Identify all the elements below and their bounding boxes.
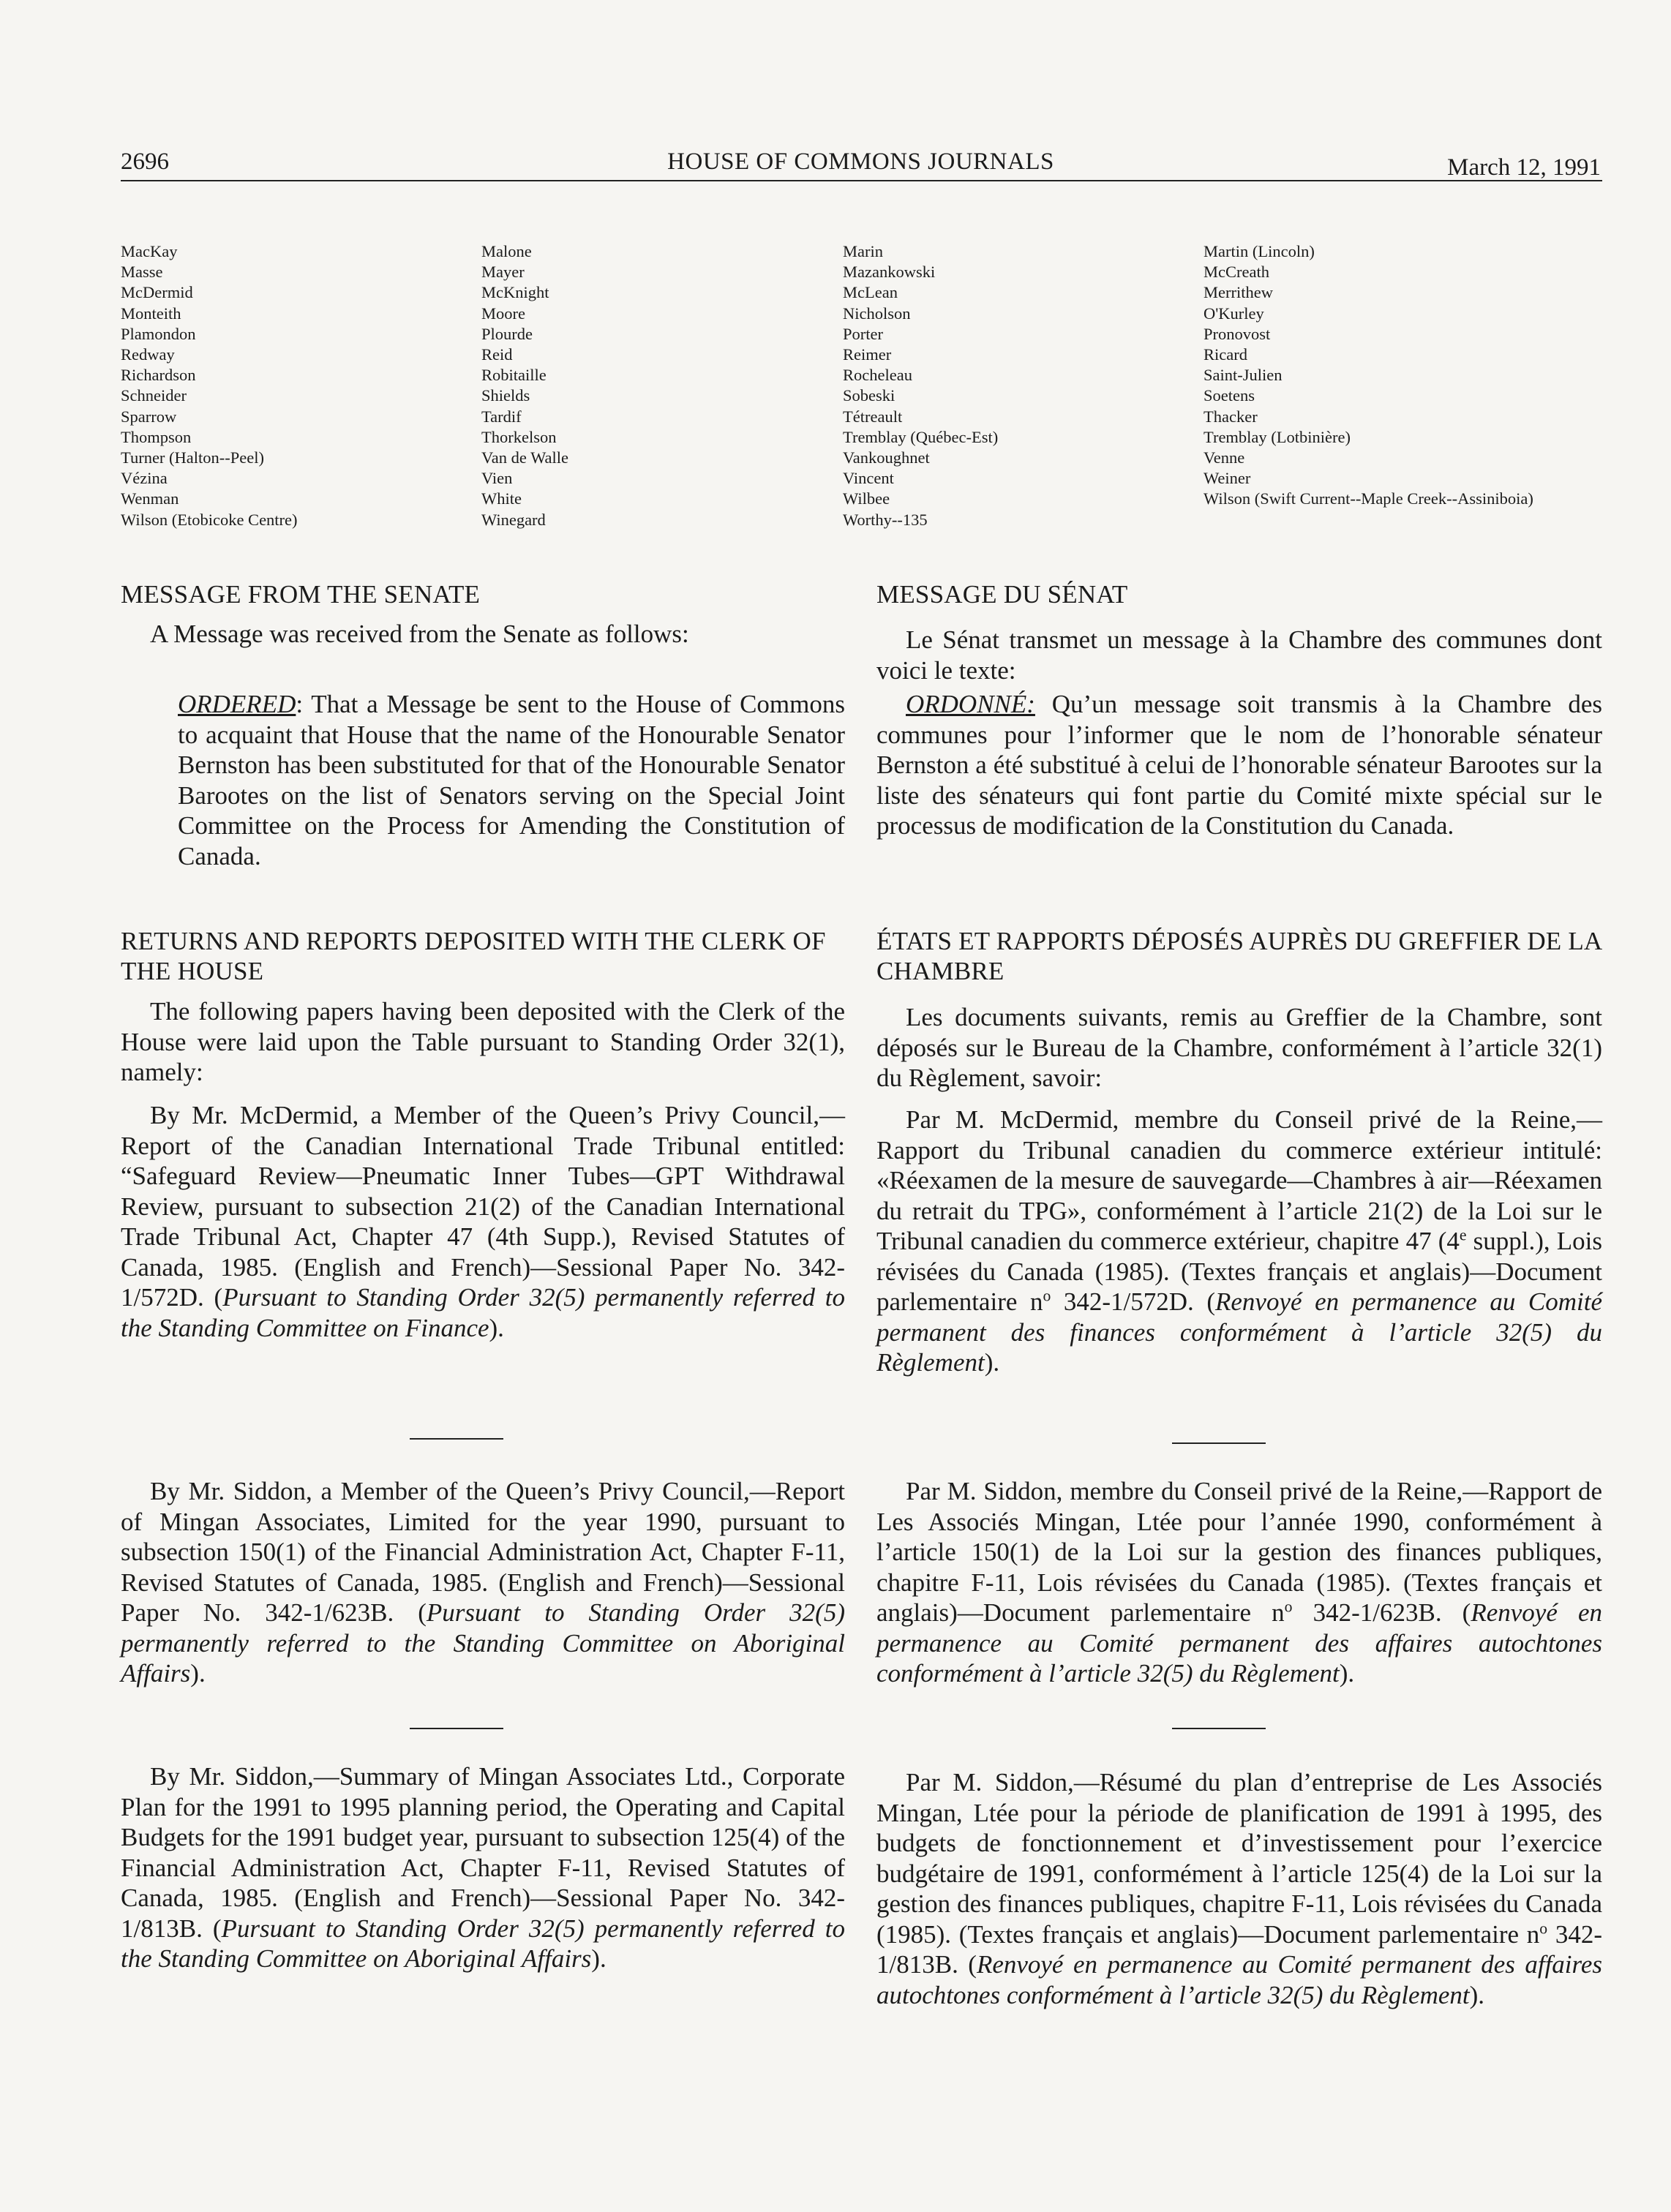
- vote-name: Sobeski: [843, 386, 895, 405]
- paper-item-3-text-fr-b: 342-1/813B. (: [876, 1919, 1603, 1979]
- paper-item-3-en: [121, 1761, 845, 1974]
- paper-item-1-en: [121, 1100, 845, 1343]
- vote-name: Schneider: [121, 386, 187, 405]
- superscript: e: [1459, 1226, 1467, 1244]
- vote-name: Masse: [121, 263, 163, 282]
- header-rule: [121, 180, 1602, 181]
- paper-item-3-end-en: ).: [591, 1944, 607, 1973]
- vote-name: Tremblay (Lotbinière): [1204, 427, 1351, 446]
- paper-item-2-end-fr: ).: [1339, 1659, 1355, 1688]
- vote-name: McCreath: [1204, 263, 1269, 282]
- vote-name: Vincent: [843, 469, 894, 488]
- paper-item-2-fr: [876, 1476, 1602, 1689]
- vote-name: Redway: [121, 345, 175, 364]
- vote-name: Porter: [843, 324, 883, 343]
- paper-item-2-end-en: ).: [190, 1659, 206, 1688]
- vote-name: Vézina: [121, 469, 168, 488]
- vote-name: Tétreault: [843, 407, 903, 426]
- paper-item-3-fr: [876, 1767, 1602, 2010]
- journal-title: HOUSE OF COMMONS JOURNALS: [667, 148, 1054, 175]
- paper-item-3-end-fr: ).: [1469, 1980, 1485, 2009]
- paper-item-3-text-fr: Par M. Siddon,—Résumé du plan d’entreprise de Les Associés Mingan, Ltée pour la période de planification de 1991 à 1995, des budgets de fonctionnement et d’investissement pour l’exercice budgétaire de 1991, conformément à l’article 125(4) de la Loi sur la gestion des finances publiques, chapitre F-11, Lois révisées du Canada (1985). (Textes français et anglais)—Document parlementaire n: [876, 1768, 1602, 1949]
- vote-names-column-4: [1204, 241, 1533, 510]
- paper-item-1-text-fr-b: suppl.), Lois révisées du Canada (1985). (Textes français et anglais)—Document parlementaire n: [876, 1227, 1602, 1316]
- vote-name: Worthy--135: [843, 510, 928, 529]
- paper-item-2-ref-en: Pursuant to Standing Order 32(5) permanently referred to the Standing Committee on Aboriginal Affairs: [121, 1598, 845, 1688]
- vote-name: Plourde: [481, 324, 533, 343]
- vote-name: Soetens: [1204, 386, 1255, 405]
- paper-item-2-ref-fr: Renvoyé en permanence au Comité permanent des affaires autochtones conformément à l’article 32(5) du Règlement: [876, 1598, 1602, 1688]
- vote-name: Shields: [481, 386, 530, 405]
- superscript: o: [1539, 1919, 1548, 1937]
- paper-item-1-text-fr-c: 342-1/572D. (: [1051, 1287, 1216, 1316]
- separator-rule: [410, 1438, 503, 1440]
- separator-rule: [1172, 1728, 1266, 1729]
- paper-item-1-text-fr: Par M. McDermid, membre du Conseil privé de la Reine,—Rapport du Tribunal canadien du commerce extérieur intitulé: «Réexamen de la mesure de sauvegarde—Chambres à air—Réexamen du retrait du TPG», conformément à l’article 21(2) de la Loi sur le Tribunal canadien du commerce extérieur, chapitre 47 (4: [876, 1105, 1602, 1255]
- vote-name: McDermid: [121, 283, 193, 302]
- separator-rule: [410, 1728, 503, 1729]
- vote-name: MacKay: [121, 242, 178, 260]
- vote-name: Vien: [481, 469, 513, 488]
- vote-name: Reid: [481, 345, 513, 364]
- returns-intro-text-fr: Les documents suivants, remis au Greffier de la Chambre, sont déposés sur le Bureau de la Chambre, conformément à l’article 32(1) du Règlement, savoir:: [876, 1003, 1602, 1092]
- paper-item-1-text-en: By Mr. McDermid, a Member of the Queen’s Privy Council,—Report of the Canadian International Trade Tribunal entitled: “Safeguard Review—Pneumatic Inner Tubes—GPT Withdrawal Review, pursuant to subsection 21(2) of the Canadian International Trade Tribunal Act, Chapter 47 (4th Supp.), Revised Statutes of Canada, 1985. (English and French)—Sessional Paper No. 342-1/572D. (: [121, 1101, 845, 1312]
- vote-name: Wenman: [121, 489, 179, 508]
- running-header: [121, 148, 1601, 184]
- paper-item-1-ref-en: Pursuant to Standing Order 32(5) permanently referred to the Standing Committee on Finance: [121, 1283, 845, 1342]
- paper-item-3-text-en: By Mr. Siddon,—Summary of Mingan Associates Ltd., Corporate Plan for the 1991 to 1995 planning period, the Operating and Capital Budgets for the 1991 budget year, pursuant to subsection 125(4) of the Financial Administration Act, Chapter F-11, Revised Statutes of Canada, 1985. (English and French)—Sessional Paper No. 342-1/813B. (: [121, 1762, 845, 1943]
- vote-name: O'Kurley: [1204, 304, 1264, 323]
- returns-intro-text-en: The following papers having been deposited with the Clerk of the House were laid upon the Table pursuant to Standing Order 32(1), namely:: [121, 997, 845, 1086]
- vote-name: Robitaille: [481, 366, 547, 385]
- paper-item-3-ref-en: Pursuant to Standing Order 32(5) permanently referred to the Standing Committee on Aboriginal Affairs: [121, 1914, 845, 1973]
- paper-item-2-text-fr-b: 342-1/623B. (: [1292, 1598, 1471, 1627]
- paper-item-2-text-en: By Mr. Siddon, a Member of the Queen’s Privy Council,—Report of Mingan Associates, Limited for the year 1990, pursuant to subsection 150(1) of the Financial Administration Act, Chapter F-11, Revised Statutes of Canada, 1985. (English and French)—Sessional Paper No. 342-1/623B. (: [121, 1477, 845, 1627]
- vote-name: Thacker: [1204, 407, 1258, 426]
- vote-name: Wilbee: [843, 489, 890, 508]
- paper-item-1-ref-fr: Renvoyé en permanence au Comité permanent des finances conformément à l’article 32(5) du Règlement: [876, 1287, 1602, 1377]
- vote-name: Weiner: [1204, 469, 1251, 488]
- vote-name: Nicholson: [843, 304, 911, 323]
- vote-name: Richardson: [121, 366, 196, 385]
- vote-name: Plamondon: [121, 324, 196, 343]
- paper-item-2-en: [121, 1476, 845, 1689]
- vote-name: Vankoughnet: [843, 448, 930, 467]
- vote-name: Pronovost: [1204, 324, 1271, 343]
- ordered-text-fr: Qu’un message soit transmis à la Chambre des communes pour l’informer que le nom de l’honorable sénateur Bernston a été substitué à celui de l’honorable sénateur Barootes sur la liste des sénateurs qui font partie du Comité mixte spécial sur le processus de modification de la Constitution du Canada.: [876, 690, 1602, 840]
- senate-intro-text-en: A Message was received from the Senate as follows:: [150, 620, 689, 648]
- vote-name: Mayer: [481, 263, 525, 282]
- vote-name: Merrithew: [1204, 283, 1273, 302]
- senate-order-fr: [876, 689, 1602, 841]
- vote-name: Thorkelson: [481, 427, 557, 446]
- vote-name: Reimer: [843, 345, 892, 364]
- returns-intro-fr: [876, 1002, 1602, 1094]
- superscript: o: [1284, 1598, 1293, 1616]
- journal-date: March 12, 1991: [1447, 154, 1601, 181]
- vote-name: Martin (Lincoln): [1204, 242, 1315, 260]
- vote-name: Rocheleau: [843, 366, 912, 385]
- paper-item-3-ref-fr: Renvoyé en permanence au Comité permanent des affaires autochtones conformément à l’article 32(5) du Règlement: [876, 1950, 1602, 2009]
- vote-name: White: [481, 489, 522, 508]
- paper-item-1-end-en: ).: [489, 1313, 504, 1342]
- separator-rule: [1172, 1442, 1266, 1444]
- vote-name: Tremblay (Québec-Est): [843, 427, 999, 446]
- vote-names-column-3: [843, 241, 998, 530]
- vote-name: Malone: [481, 242, 532, 260]
- vote-name: McKnight: [481, 283, 549, 302]
- vote-name: Thompson: [121, 427, 192, 446]
- ordered-text-en: : That a Message be sent to the House of Commons to acquaint that House that the name of the Honourable Senator Bernston has been substituted for that of the Honourable Senator Barootes on the list of Senators serving on the Special Joint Committee on the Process for Amending the Constitution of Canada.: [178, 690, 845, 870]
- senate-heading-fr: MESSAGE DU SÉNAT: [876, 580, 1128, 609]
- paper-item-1-fr: [876, 1105, 1602, 1378]
- vote-name: Monteith: [121, 304, 181, 323]
- senate-intro-fr: [876, 625, 1602, 685]
- vote-name: Tardif: [481, 407, 522, 426]
- vote-name: Sparrow: [121, 407, 177, 426]
- senate-order-en: [178, 689, 845, 871]
- returns-intro-en: [121, 996, 845, 1088]
- ordered-label-en: ORDERED: [178, 690, 296, 718]
- paper-item-2-text-fr: Par M. Siddon, membre du Conseil privé de la Reine,—Rapport de Les Associés Mingan, Ltée pour l’année 1990, conformément à l’article 150(1) de la Loi sur la gestion des finances publiques, chapitre F-11, Lois révisées du Canada (1985). (Textes français et anglais)—Document parlementaire n: [876, 1477, 1602, 1627]
- paper-item-1-end-fr: ).: [984, 1348, 1000, 1377]
- vote-names-column-1: [121, 241, 298, 530]
- vote-names-column-2: [481, 241, 568, 530]
- vote-name: Mazankowski: [843, 263, 936, 282]
- vote-name: Venne: [1204, 448, 1245, 467]
- senate-intro-text-fr: Le Sénat transmet un message à la Chambre des communes dont voici le texte:: [876, 625, 1602, 685]
- vote-name: Saint-Julien: [1204, 366, 1283, 385]
- senate-intro-en: [121, 619, 845, 650]
- vote-name: Wilson (Swift Current--Maple Creek--Assiniboia): [1204, 489, 1533, 508]
- returns-heading-en: RETURNS AND REPORTS DEPOSITED WITH THE CLERK OF THE HOUSE: [121, 927, 826, 985]
- returns-heading-fr: ÉTATS ET RAPPORTS DÉPOSÉS AUPRÈS DU GREFFIER DE LA CHAMBRE: [876, 927, 1601, 985]
- vote-name: Ricard: [1204, 345, 1247, 364]
- ordered-label-fr: ORDONNÉ:: [906, 690, 1035, 718]
- vote-name: Turner (Halton--Peel): [121, 448, 264, 467]
- page-number: 2696: [121, 148, 169, 175]
- vote-name: McLean: [843, 283, 898, 302]
- vote-name: Marin: [843, 242, 883, 260]
- senate-heading-en: MESSAGE FROM THE SENATE: [121, 580, 481, 609]
- superscript: o: [1043, 1287, 1051, 1305]
- vote-name: Van de Walle: [481, 448, 568, 467]
- vote-name: Moore: [481, 304, 525, 323]
- vote-name: Winegard: [481, 510, 546, 529]
- vote-name: Wilson (Etobicoke Centre): [121, 510, 298, 529]
